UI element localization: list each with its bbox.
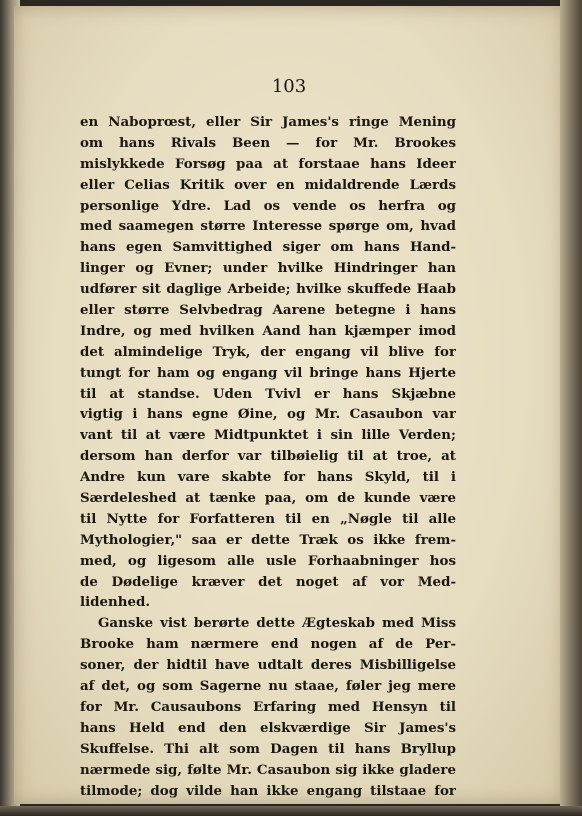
page-number: 103 [271, 76, 307, 97]
text-line: de Dødelige kræver det noget af vor Med- [80, 573, 456, 590]
text-line: Ganske vist berørte dette Ægteskab med Miss [98, 615, 456, 632]
text-line: nærmede sig, følte Mr. Casaubon sig ikke gladere [80, 761, 456, 778]
book-edge-right [560, 0, 582, 816]
text-line: Mythologier," saa er dette Træk os ikke frem- [80, 531, 456, 548]
text-line: hans egen Samvittighed siger om hans Hand- [80, 239, 456, 256]
text-line: for Mr. Causaubons Erfaring med Hensyn til [80, 698, 456, 715]
text-line: Særdeleshed at tænke paa, om de kunde være [80, 490, 456, 507]
paragraph-1 [80, 112, 456, 613]
text-line: det almindelige Tryk, der engang vil blive for [80, 343, 456, 360]
body-text [80, 112, 456, 801]
text-line: en Naboprœst, eller Sir James's ringe Mening [80, 114, 456, 130]
text-line: Andre kun vare skabte for hans Skyld, til i [80, 469, 456, 486]
text-line: udfører sit daglige Arbeide; hvilke skuffede Haab [80, 281, 456, 298]
text-line: om hans Rivals Been — for Mr. Brookes [80, 134, 456, 151]
text-line: soner, der hidtil have udtalt deres Misbilligelse [80, 657, 456, 674]
text-line: linger og Evner; under hvilke Hindringer han [80, 260, 456, 277]
text-line: eller Celias Kritik over en midaldrende Lærds [80, 176, 456, 193]
text-line: lidenhed. [80, 594, 151, 611]
text-line: tungt for ham og engang vil bringe hans Hjerte [80, 364, 456, 381]
text-line: Skuffelse. Thi alt som Dagen til hans Bryllup [80, 740, 456, 757]
text-line: Brooke ham nærmere end nogen af de Per- [80, 636, 456, 653]
text-line: tilmode; dog vilde han ikke engang tilstaae for [80, 782, 456, 799]
paragraph-2 [80, 613, 456, 801]
text-line: til Nytte for Forfatteren til en „Nøgle til alle [80, 510, 456, 527]
text-line: personlige Ydre. Lad os vende os herfra og [80, 197, 456, 214]
book-edge-bottom [0, 806, 582, 816]
text-line: med, og ligesom alle usle Forhaabninger hos [80, 552, 456, 569]
text-line: hans Held end den elskværdige Sir James's [80, 719, 456, 736]
text-line: dersom han derfor var tilbøielig til at troe, at [80, 448, 456, 465]
text-line: vigtig i hans egne Øine, og Mr. Casaubon var [80, 406, 456, 423]
text-line: med saamegen større Interesse spørge om, hvad [80, 218, 456, 235]
text-line: Indre, og med hvilken Aand han kjæmper imod [80, 322, 456, 339]
text-line: mislykkede Forsøg paa at forstaae hans Ideer [80, 155, 456, 172]
text-line: eller større Selvbedrag Aarene betegne i hans [80, 302, 456, 319]
text-line: vant til at være Midtpunktet i sin lille Verden; [80, 427, 456, 444]
paper-page [14, 6, 564, 804]
text-line: af det, og som Sagerne nu staae, føler jeg mere [80, 678, 456, 695]
text-line: til at standse. Uden Tvivl er hans Skjæbne [80, 385, 456, 402]
